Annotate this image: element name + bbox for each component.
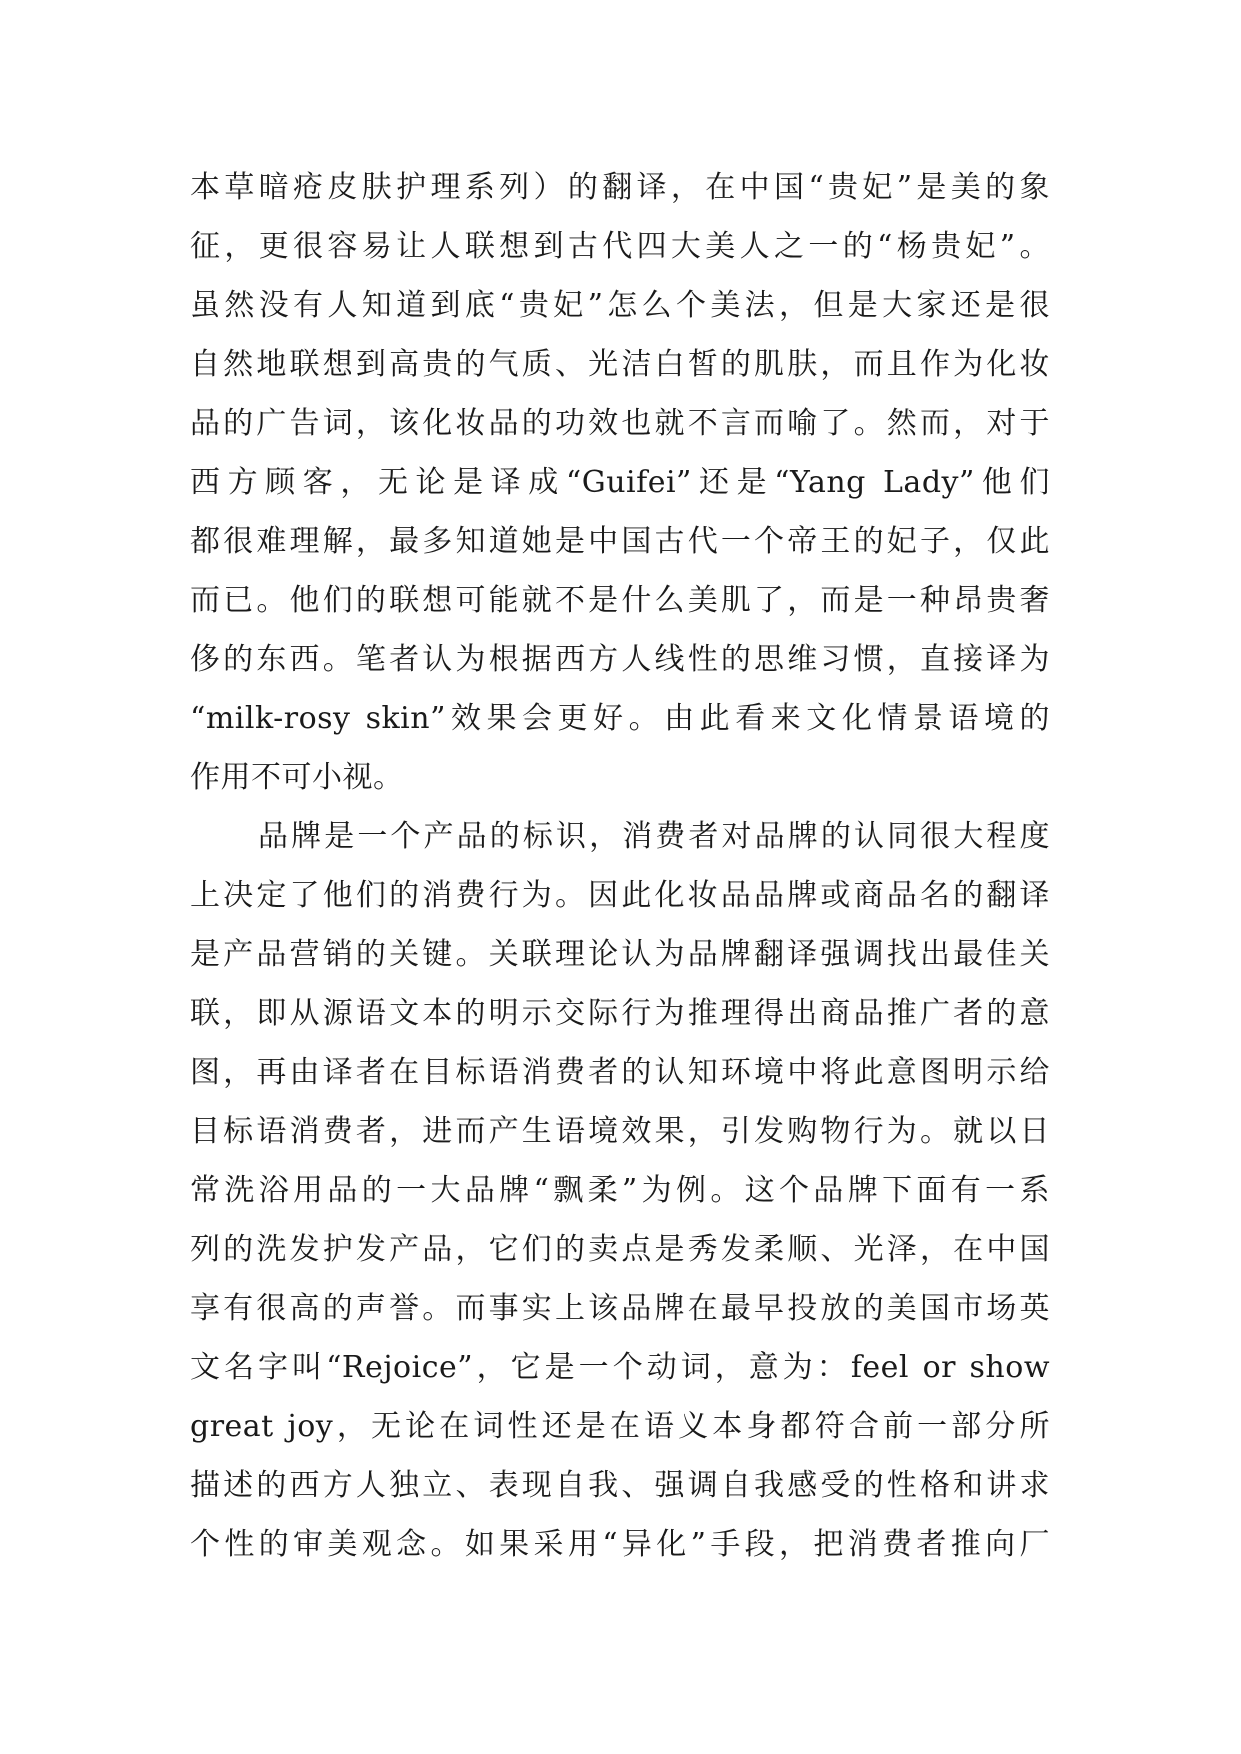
text-line: great joy，无论在词性还是在语义本身都符合前一部分所 xyxy=(190,1409,1050,1444)
text-line: 常洗浴用品的一大品牌“飘柔”为例。这个品牌下面有一系 xyxy=(190,1173,1050,1208)
paragraph-1 xyxy=(190,158,1050,807)
text-line: 虽然没有人知道到底“贵妃”怎么个美法，但是大家还是很 xyxy=(190,288,1050,323)
text-line: 联，即从源语文本的明示交际行为推理得出商品推广者的意 xyxy=(190,996,1050,1031)
text-line: “milk-rosy skin”效果会更好。由此看来文化情景语境的 xyxy=(190,701,1050,736)
text-line: 个性的审美观念。如果采用“异化”手段，把消费者推向厂 xyxy=(190,1527,1050,1562)
document-body xyxy=(190,158,1050,1574)
paragraph-2 xyxy=(190,807,1050,1574)
text-line: 目标语消费者，进而产生语境效果，引发购物行为。就以日 xyxy=(190,1114,1050,1149)
text-line: 上决定了他们的消费行为。因此化妆品品牌或商品名的翻译 xyxy=(190,878,1050,913)
text-line: 文名字叫“Rejoice”，它是一个动词，意为：feel or show xyxy=(190,1350,1050,1385)
text-line: 品的广告词，该化妆品的功效也就不言而喻了。然而，对于 xyxy=(190,406,1050,441)
text-line: 列的洗发护发产品，它们的卖点是秀发柔顺、光泽，在中国 xyxy=(190,1232,1050,1267)
text-line: 作用不可小视。 xyxy=(190,760,404,795)
text-line: 而已。他们的联想可能就不是什么美肌了，而是一种昂贵奢 xyxy=(190,583,1050,618)
text-line: 描述的西方人独立、表现自我、强调自我感受的性格和讲求 xyxy=(190,1468,1050,1503)
text-line: 侈的东西。笔者认为根据西方人线性的思维习惯，直接译为 xyxy=(190,642,1050,677)
text-line: 征，更很容易让人联想到古代四大美人之一的“杨贵妃”。 xyxy=(190,229,1050,264)
text-line: 都很难理解，最多知道她是中国古代一个帝王的妃子，仅此 xyxy=(190,524,1050,559)
text-line: 图，再由译者在目标语消费者的认知环境中将此意图明示给 xyxy=(190,1055,1050,1090)
text-line: 品牌是一个产品的标识，消费者对品牌的认同很大程度 xyxy=(258,819,1050,854)
text-line: 自然地联想到高贵的气质、光洁白皙的肌肤，而且作为化妆 xyxy=(190,347,1050,382)
text-line: 享有很高的声誉。而事实上该品牌在最早投放的美国市场英 xyxy=(190,1291,1050,1326)
text-line: 是产品营销的关键。关联理论认为品牌翻译强调找出最佳关 xyxy=(190,937,1050,972)
text-line: 本草暗疮皮肤护理系列）的翻译，在中国“贵妃”是美的象 xyxy=(190,170,1050,205)
text-line: 西方顾客，无论是译成“Guifei”还是“Yang Lady”他们 xyxy=(190,465,1050,500)
